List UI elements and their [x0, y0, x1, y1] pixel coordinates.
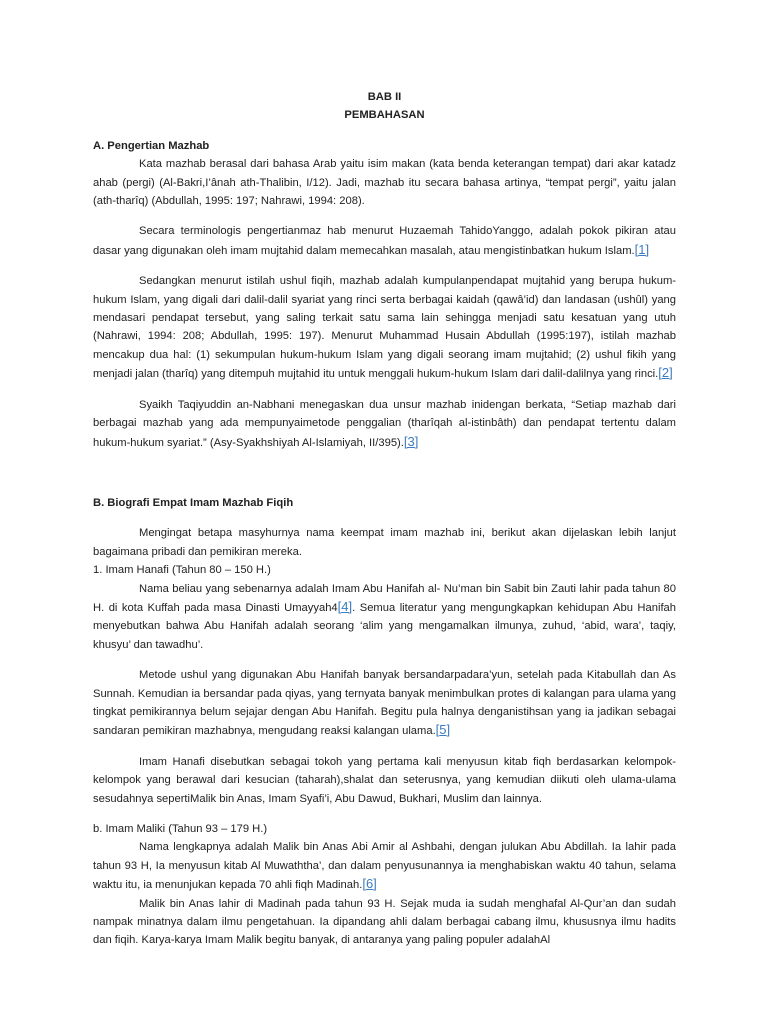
- document-body: [93, 88, 676, 950]
- footnote-link-5[interactable]: [ 5 ]: [436, 722, 450, 737]
- section-b-heading: B. Biografi Empat Imam Mazhab Fiqih: [93, 496, 294, 509]
- paragraph-hanafi-2-text: Metode ushul yang digunakan Abu Hanifah banyak bersandarpadara’yun, setelah pada Kitabullah dan As Sunnah. Kemudian ia bersandar pada qiyas, yang ternyata banyak menimbulkan protes di kalangan para ulama yang tingkat pemikirannya belum sejajar dengan Abu Hanifah. Begitu pula halnya denganistihsan yang ia jadikan sebagai sandaran pemikiran mazhabnya, mengudang reaksi kalangan ulama.: [93, 669, 676, 738]
- subheading-imam-maliki: b. Imam Maliki (Tahun 93 – 179 H.): [93, 823, 268, 835]
- paragraph-a3-text: Sedangkan menurut istilah ushul fiqih, mazhab adalah kumpulanpendapat mujtahid yang berupa hukum-hukum Islam, yang digali dari dalil-dalil syariat yang rinci serta berbagai kaidah (qawâ’id) dan landasan (ushûl) yang mendasari pendapat tersebut, yang saling terkait satu sama lain sehingga menjadi satu kesatuan yang utuh (Nahrawi, 1994: 208; Abdullah, 1995: 197). Menurut Muhammad Husain Abdullah (1995:197), istilah mazhab mencakup dua hal: (1) sekumpulan hukum-hukum Islam yang digali seorang imam mujtahid; (2) ushul fikih yang menjadi jalan (tharîq) yang ditempuh mujtahid itu untuk menggali hukum-hukum Islam dari dalil-dalilnya yang rinci.: [93, 275, 676, 381]
- paragraph-hanafi-1: [93, 580, 676, 655]
- chapter-title: PEMBAHASAN: [344, 109, 425, 122]
- paragraph-a3: [93, 272, 676, 383]
- subheading-imam-hanafi: 1. Imam Hanafi (Tahun 80 – 150 H.): [93, 564, 271, 577]
- footnote-link-4[interactable]: [ 4 ]: [338, 599, 352, 614]
- paragraph-a4-text: Syaikh Taqiyuddin an-Nabhani menegaskan dua unsur mazhab inidengan berkata, “Setiap mazhab dari berbagai mazhab yang ada mempunyaimetode penggalian (tharîqah al-istinbâth) dan pendapat tertentu dalam hukum-hukum syariat.” (Asy-Syakhshiyah Al-Islamiyah, II/395).: [93, 398, 676, 449]
- paragraph-maliki-2: Malik bin Anas lahir di Madinah pada tahun 93 H. Sejak muda ia sudah menghafal Al-Qur’an dan sudah nampak minatnya dalam ilmu pengetahuan. Ia dipandang ahli dalam berbagai cabang ilmu, khususnya ilmu hadits dan fiqih. Karya-karya Imam Malik begitu banyak, di antaranya yang paling populer adalahAl: [93, 897, 676, 947]
- paragraph-hanafi-1-tail: . Semua literatur yang mengungkapkan kehidupan Abu Hanifah menyebutkan bahwa Abu Hanifah adalah seorang ‘alim yang mengamalkan ilmunya, zuhud, ‘abid, wara’, taqiy, khusyu’ dan tawadhu’.: [93, 601, 676, 651]
- footnote-link-3[interactable]: [ 3 ]: [404, 434, 418, 449]
- paragraph-maliki-1-text: Nama lengkapnya adalah Malik bin Anas Abi Amir al Ashbahi, dengan julukan Abu Abdillah. Ia lahir pada tahun 93 H, Ia menyusun kitab Al Muwaththa’, dan dalam penyusunannya ia menghabiskan waktu 40 tahun, selama waktu itu, ia menunjukan kepada 70 ahli fiqh Madinah.: [93, 841, 676, 892]
- paragraph-a4: [93, 396, 676, 452]
- paragraph-hanafi-3: Imam Hanafi disebutkan sebagai tokoh yang pertama kali menyusun kitab fiqh berdasarkan kelompok-kelompok yang berawal dari kesucian (taharah),shalat dan seterusnya, yang kemudian diikuti oleh ulama-ulama sesudahnya sepertiMalik bin Anas, Imam Syafi’i, Abu Dawud, Bukhari, Muslim dan lainnya.: [93, 755, 676, 805]
- chapter-number: BAB II: [367, 91, 402, 103]
- paragraph-b-intro: Mengingat betapa masyhurnya nama keempat imam mazhab ini, berikut akan dijelaskan lebih lanjut bagaimana pribadi dan pemikiran mereka.: [93, 527, 676, 558]
- paragraph-a2: [93, 222, 676, 260]
- paragraph-maliki-1: [93, 838, 676, 894]
- section-a-heading: A. Pengertian Mazhab: [93, 139, 210, 152]
- paragraph-a2-text: Secara terminologis pengertianmaz hab menurut Huzaemah TahidoYanggo, adalah pokok pikiran atau dasar yang digunakan oleh imam mujtahid dalam memecahkan masalah, atau mengistinbatkan hukum Islam.: [93, 225, 676, 257]
- paragraph-hanafi-1-text: Nama beliau yang sebenarnya adalah Imam Abu Hanifah al- Nu’man bin Sabit bin Zauti lahir pada tahun 80 H. di kota Kuffah pada masa Dinasti Umayyah4: [93, 582, 676, 614]
- footnote-link-2[interactable]: [ 2 ]: [658, 365, 672, 380]
- paragraph-a1: Kata mazhab berasal dari bahasa Arab yaitu isim makan (kata benda keterangan tempat) dari akar katadz ahab (pergi) (Al-Bakri,I’ânah ath-Thalibin, I/12). Jadi, mazhab itu secara bahasa artinya, “tempat pergi”, yaitu jalan (ath-tharîq) (Abdullah, 1995: 197; Nahrawi, 1994: 208).: [93, 158, 676, 208]
- footnote-link-1[interactable]: [ 1 ]: [635, 242, 649, 257]
- paragraph-hanafi-2: [93, 666, 676, 741]
- footnote-link-6[interactable]: [ 6 ]: [362, 876, 376, 891]
